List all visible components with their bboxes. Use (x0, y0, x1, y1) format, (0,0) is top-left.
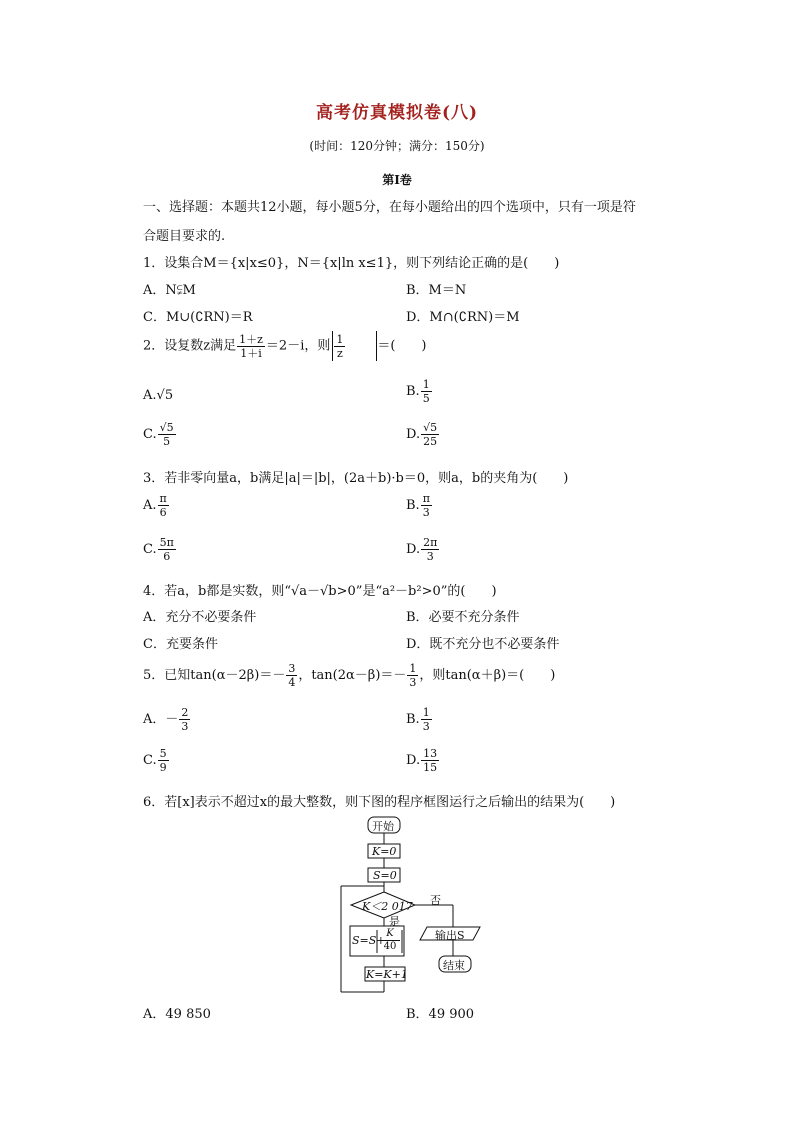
question-1-option-a: A．N⫋M (143, 283, 196, 298)
question-2-stem-post: ＝( ) (377, 338, 427, 354)
question-1-option-d: D．M∩(∁RN)＝M (406, 310, 520, 325)
flowchart-assign-numerator: K (380, 928, 400, 941)
fraction-denominator: 1＋i (240, 346, 262, 360)
flowchart-assign-prefix: S=S+ (352, 934, 386, 947)
flowchart-s-init: S=0 (373, 869, 397, 882)
question-2-fraction (237, 333, 265, 360)
flowchart-condition: K＜2 017 (362, 900, 413, 913)
flowchart-assign-denominator: 40 (383, 941, 397, 952)
section-instructions-line1: 一、选择题：本题共12小题，每小题5分，在每小题给出的四个选项中，只有一项是符 (143, 200, 636, 215)
exam-info: (时间：120分钟；满分：150分) (309, 139, 485, 153)
question-6-option-a: A．49 850 (143, 1007, 211, 1022)
program-flowchart (335, 812, 485, 1002)
question-4-option-a: A．充分不必要条件 (143, 610, 257, 625)
page-title: 高考仿真模拟卷(八) (315, 103, 479, 123)
flowchart-start: 开始 (372, 820, 394, 833)
fraction-numerator: 1 (336, 332, 344, 346)
flowchart-no-label: 否 (430, 894, 441, 907)
question-3-option-b: B. $\frac{\pi}{3}$ (406, 492, 430, 519)
fraction-numerator: 1＋z (239, 332, 263, 346)
question-4-option-c: C．充要条件 (143, 637, 218, 652)
question-2-stem-pre: 2．设复数z满足 (143, 338, 237, 354)
question-5-stem: 5．已知tan(α－2β)＝－ $\frac{3}{4}$ ，tan(2α－β)＝－ $\frac{1}{3}$ ，则tan(α＋β)＝( ) (143, 662, 556, 689)
question-2-option-a: A.√5 (143, 388, 174, 403)
flowchart-assign-fraction (380, 928, 400, 953)
flowchart-increment: K=K+1 (366, 968, 408, 981)
fraction-denominator: z (336, 346, 343, 360)
question-4-option-d: D．既不充分也不必要条件 (406, 637, 560, 652)
question-6-option-b: B．49 900 (406, 1007, 475, 1022)
question-2-option-b: B. $\frac{1}{5}$ (406, 378, 430, 405)
question-3-stem: 3．若非零向量a，b满足|a|＝|b|，(2a＋b)·b＝0，则a，b的夹角为( ) (143, 471, 569, 486)
question-1-option-b: B．M＝N (406, 283, 467, 298)
question-3-option-c: C. $\frac{5\pi}{6}$ (143, 536, 174, 563)
question-2-abs-fraction (334, 333, 345, 360)
question-5-option-a: A．－ $\frac{2}{3}$ (143, 706, 189, 733)
flowchart-end: 结束 (443, 959, 465, 972)
section-instructions-line2: 合题目要求的. (143, 229, 226, 244)
question-2-stem-mid: ＝2－i，则 (265, 338, 331, 354)
question-1-option-c: C．M∪(∁RN)＝R (143, 310, 253, 325)
question-5-option-c: C. $\frac{5}{9}$ (143, 747, 167, 774)
question-3-option-a: A. $\frac{\pi}{6}$ (143, 492, 167, 519)
question-5-option-b: B. $\frac{1}{3}$ (406, 706, 430, 733)
question-4-option-b: B．必要不充分条件 (406, 610, 520, 625)
question-2-option-d: D. $\frac{√5}{25}$ (406, 421, 438, 448)
question-5-option-d: D. $\frac{13}{15}$ (406, 747, 438, 774)
question-1-stem: 1．设集合M＝{x|x≤0}，N＝{x|ln x≤1}，则下列结论正确的是( ) (143, 256, 560, 271)
question-6-stem: 6．若[x]表示不超过x的最大整数，则下图的程序框图运行之后输出的结果为( ) (143, 795, 616, 810)
flowchart-yes-label: 是 (389, 915, 400, 928)
question-4-stem: 4．若a，b都是实数，则“√a－√b>0”是“a²－b²>0”的( ) (143, 584, 497, 599)
flowchart-k-init: K=0 (372, 845, 397, 858)
question-2-stem (143, 331, 427, 361)
question-2-option-c: C. $\frac{√5}{5}$ (143, 421, 174, 448)
flowchart-output: 输出S (435, 929, 465, 942)
volume-heading: 第Ⅰ卷 (382, 173, 412, 187)
question-3-option-d: D. $\frac{2\pi}{3}$ (406, 536, 438, 563)
